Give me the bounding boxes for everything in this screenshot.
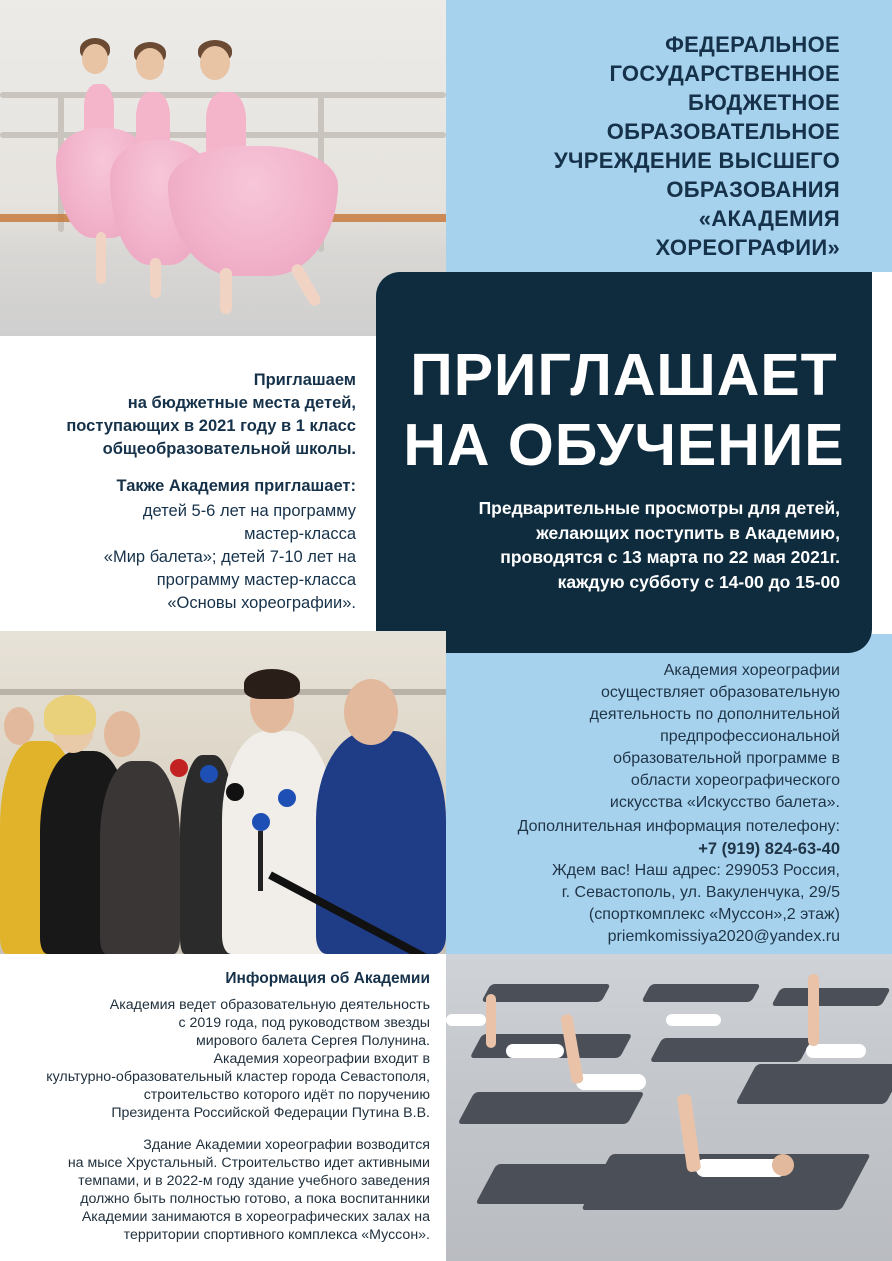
org-line: ОБРАЗОВАТЕЛЬНОЕ: [606, 119, 840, 144]
about-line: Президента Российской Федерации Путина В.В.: [111, 1105, 430, 1121]
exercise-mat: [457, 1092, 644, 1124]
student: [576, 1074, 646, 1090]
email-link[interactable]: priemkomissiya2020@yandex.ru: [607, 928, 840, 945]
about-paragraph-2: [0, 1136, 430, 1244]
about-line: культурно-образовательный кластер города Севастополя,: [46, 1069, 430, 1085]
student: [506, 1044, 564, 1058]
program-line: детей 5-6 лет на программу: [142, 502, 356, 520]
invite-lead-line: Приглашаем: [253, 371, 356, 389]
program-line: программу мастер-класса: [156, 571, 356, 589]
microphone: [170, 759, 188, 777]
microphone: [226, 783, 244, 801]
invite-programs: [16, 500, 356, 615]
preview-schedule: [400, 496, 840, 594]
invite-lead-line: на бюджетные места детей,: [127, 394, 356, 412]
exercise-mat: [650, 1038, 813, 1062]
invite-lead-line: поступающих в 2021 году в 1 класс: [66, 417, 356, 435]
headline-line-2: НА ОБУЧЕНИЕ: [403, 412, 845, 478]
about-line: с 2019 года, под руководством звезды: [178, 1015, 430, 1031]
info-line: осуществляет образовательную: [600, 684, 840, 701]
person: [100, 761, 180, 954]
preview-line: каждую субботу с 14-00 до 15-00: [557, 571, 840, 592]
invite-also-heading: Также Академия приглашает:: [116, 477, 356, 495]
program-line: «Мир балета»; детей 7-10 лет на: [103, 548, 356, 566]
info-line: образовательной программе в: [613, 750, 840, 767]
preview-line: проводятся с 13 марта по 22 мая 2021г.: [500, 547, 840, 567]
exercise-mat: [735, 1064, 892, 1104]
about-line: территории спортивного комплекса «Муссон».: [123, 1227, 430, 1243]
org-line: «АКАДЕМИЯ: [698, 206, 840, 231]
phone-number[interactable]: +7 (919) 824-63-40: [698, 840, 840, 858]
about-line: строительство которого идёт по поручению: [143, 1087, 430, 1103]
preview-line: Предварительные просмотры для детей,: [478, 498, 840, 518]
student: [446, 1014, 486, 1026]
invite-block: [16, 369, 356, 615]
info-line: области хореографического: [630, 772, 840, 789]
contact-info-label: Дополнительная информация потелефону:: [517, 818, 840, 835]
about-line: мирового балета Сергея Полунина.: [196, 1033, 430, 1049]
org-line: УЧРЕЖДЕНИЕ ВЫСШЕГО: [554, 148, 840, 173]
about-line: Академия ведет образовательную деятельность: [109, 997, 430, 1013]
student: [666, 1014, 721, 1026]
invite-lead-line: общеобразовательной школы.: [102, 440, 356, 458]
info-line: Академия хореографии: [663, 662, 840, 679]
headline-line-1: ПРИГЛАШАЕТ: [410, 342, 838, 408]
about-line: Академия хореографии входит в: [213, 1051, 430, 1067]
preview-line: желающих поступить в Академию,: [536, 522, 840, 543]
organization-title: [480, 30, 840, 262]
info-line: предпрофессиональной: [660, 728, 840, 745]
microphone: [278, 789, 296, 807]
address-line: Ждем вас! Наш адрес: 299053 Россия,: [552, 862, 840, 879]
contact-block: [440, 816, 840, 948]
about-line: Академии занимаются в хореографических залах на: [81, 1209, 430, 1225]
headline: [376, 340, 872, 480]
about-line: должно быть полностью готово, а пока воспитанники: [80, 1191, 430, 1207]
info-line: искусства «Искусство балета».: [609, 794, 840, 811]
press-photo: [0, 631, 446, 954]
info-line: деятельность по дополнительной: [589, 706, 840, 723]
about-line: на мысе Хрустальный. Строительство идет активными: [67, 1155, 430, 1171]
invite-lead: [16, 369, 356, 461]
class-photo: [446, 954, 892, 1261]
exercise-mat: [481, 984, 611, 1002]
address-line: (спорткомплекс «Муссон»,2 этаж): [588, 906, 840, 923]
about-text: [0, 996, 430, 1244]
program-line: «Основы хореографии».: [167, 594, 356, 612]
about-line: темпами, и в 2022-м году здание учебного заведения: [78, 1173, 430, 1189]
org-line: ХОРЕОГРАФИИ»: [655, 235, 840, 260]
academy-program-info: [480, 660, 840, 814]
person: [316, 731, 446, 954]
about-line: Здание Академии хореографии возводится: [143, 1137, 430, 1153]
microphone: [252, 813, 270, 831]
microphone: [200, 765, 218, 783]
org-line: ГОСУДАРСТВЕННОЕ: [609, 61, 840, 86]
program-line: мастер-класса: [244, 525, 356, 543]
about-paragraph-1: [0, 996, 430, 1122]
address-line: г. Севастополь, ул. Вакуленчука, 29/5: [561, 884, 840, 901]
org-line: ОБРАЗОВАНИЯ: [666, 177, 840, 202]
exercise-mat: [641, 984, 761, 1002]
org-line: БЮДЖЕТНОЕ: [688, 90, 840, 115]
about-title: Информация об Академии: [225, 970, 430, 987]
org-line: ФЕДЕРАЛЬНОЕ: [665, 32, 840, 57]
exercise-mat: [771, 988, 891, 1006]
student: [806, 1044, 866, 1058]
